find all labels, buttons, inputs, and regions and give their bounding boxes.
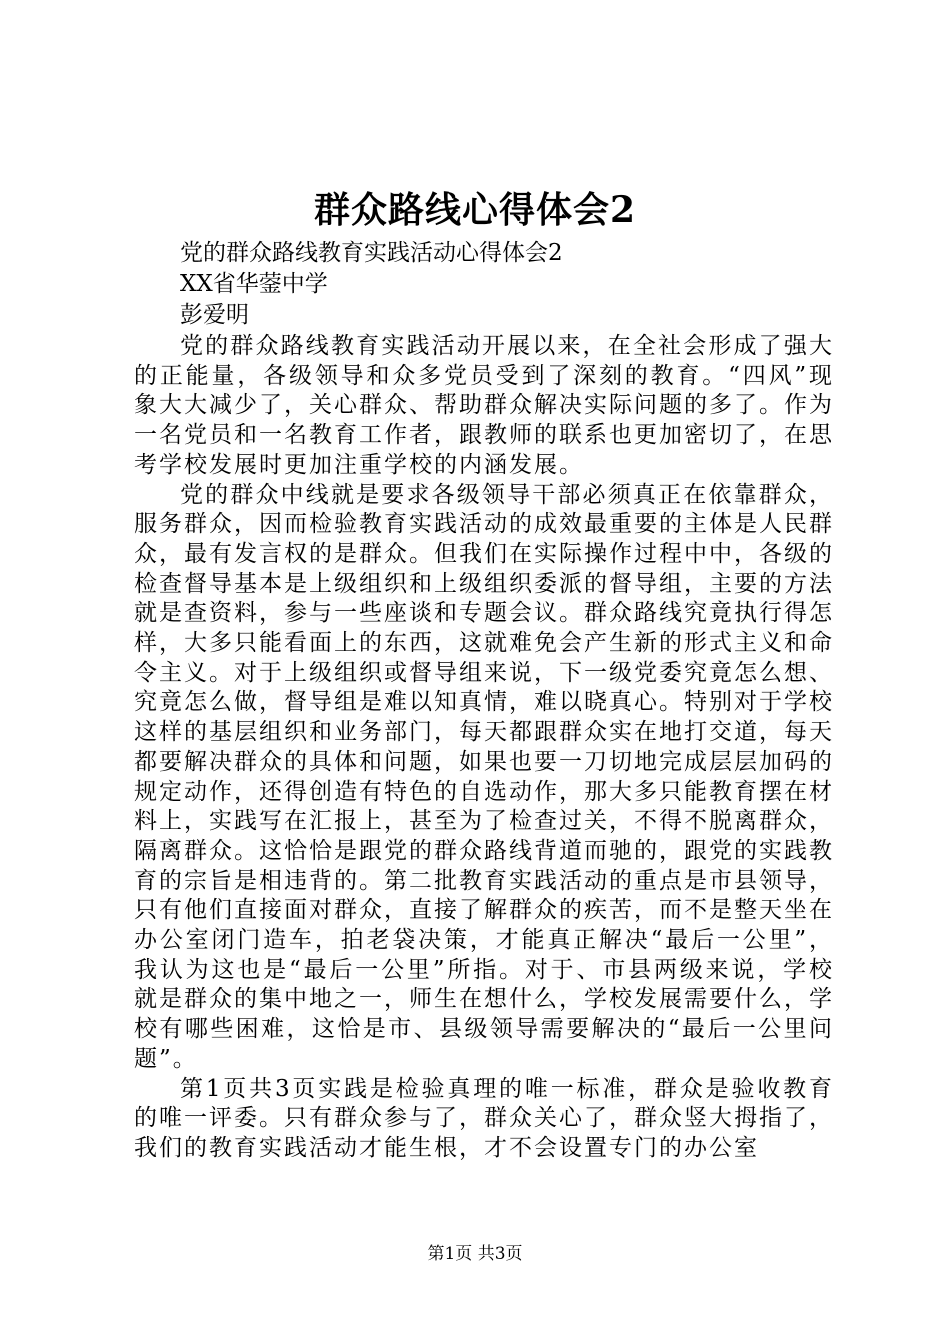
paragraph: 党的群众路线教育实践活动开展以来，在全社会形成了强大的正能量，各级领导和众多党员受到了深刻的教育。“四风”现象大大减少了，关心群众、帮助群众解决实际问题的多了。作为一名党员和一名教育工作者，跟教师的联系也更加密切了，在思考学校发展时更加注重学校的内涵发展。 bbox=[134, 333, 834, 478]
author-name: 彭爱明 bbox=[180, 302, 249, 328]
paragraph: 党的群众中线就是要求各级领导干部必须真正在依靠群众，服务群众，因而检验教育实践活动的成效最重要的主体是人民群众，最有发言权的是群众。但我们在实际操作过程中中，各级的检查督导基本是上级组织和上级组织委派的督导组，主要的方法就是查资料，参与一些座谈和专题会议。群众路线究竟执行得怎样，大多只能看面上的东西，这就难免会产生新的形式主义和命令主义。对于上级组织或督导组来说，下一级党委究竟怎么想、究竟怎么做，督导组是难以知真情，难以晓真心。特别对于学校这样的基层组织和业务部门，每天都跟群众实在地打交道，每天都要解决群众的具体和问题，如果也要一刀切地完成层层加码的规定动作，还得创造有特色的自选动作，那大多只能教育摆在材料上，实践写在汇报上，甚至为了检查过关，不得不脱离群众，隔离群众。这恰恰是跟党的群众路线背道而驰的，跟党的实践教育的宗旨是相违背的。第二批教育实践活动的重点是市县领导，只有他们直接面对群众，直接了解群众的疾苦，而不是整天坐在办公室闭门造车，拍老袋决策，才能真正解决“最后一公里”，我认为这也是“最后一公里”所指。对于、市县两级来说，学校就是群众的集中地之一，师生在想什么，学校发展需要什么，学校有哪些困难，这恰是市、县级领导需要解决的“最后一公里问题”。 bbox=[134, 481, 834, 1072]
document-subtitle: 党的群众路线教育实践活动心得体会2 bbox=[180, 240, 563, 266]
document-title: 群众路线心得体会2 bbox=[313, 189, 637, 231]
paragraph: 第1页共3页实践是检验真理的唯一标准，群众是验收教育的唯一评委。只有群众参与了，群众关心了，群众竖大拇指了，我们的教育实践活动才能生根，才不会设置专门的办公室 bbox=[134, 1075, 834, 1161]
body-text bbox=[134, 332, 834, 1164]
school-name: XX省华蓥中学 bbox=[180, 271, 328, 297]
page-footer: 第1页 共3页 bbox=[427, 1244, 523, 1264]
